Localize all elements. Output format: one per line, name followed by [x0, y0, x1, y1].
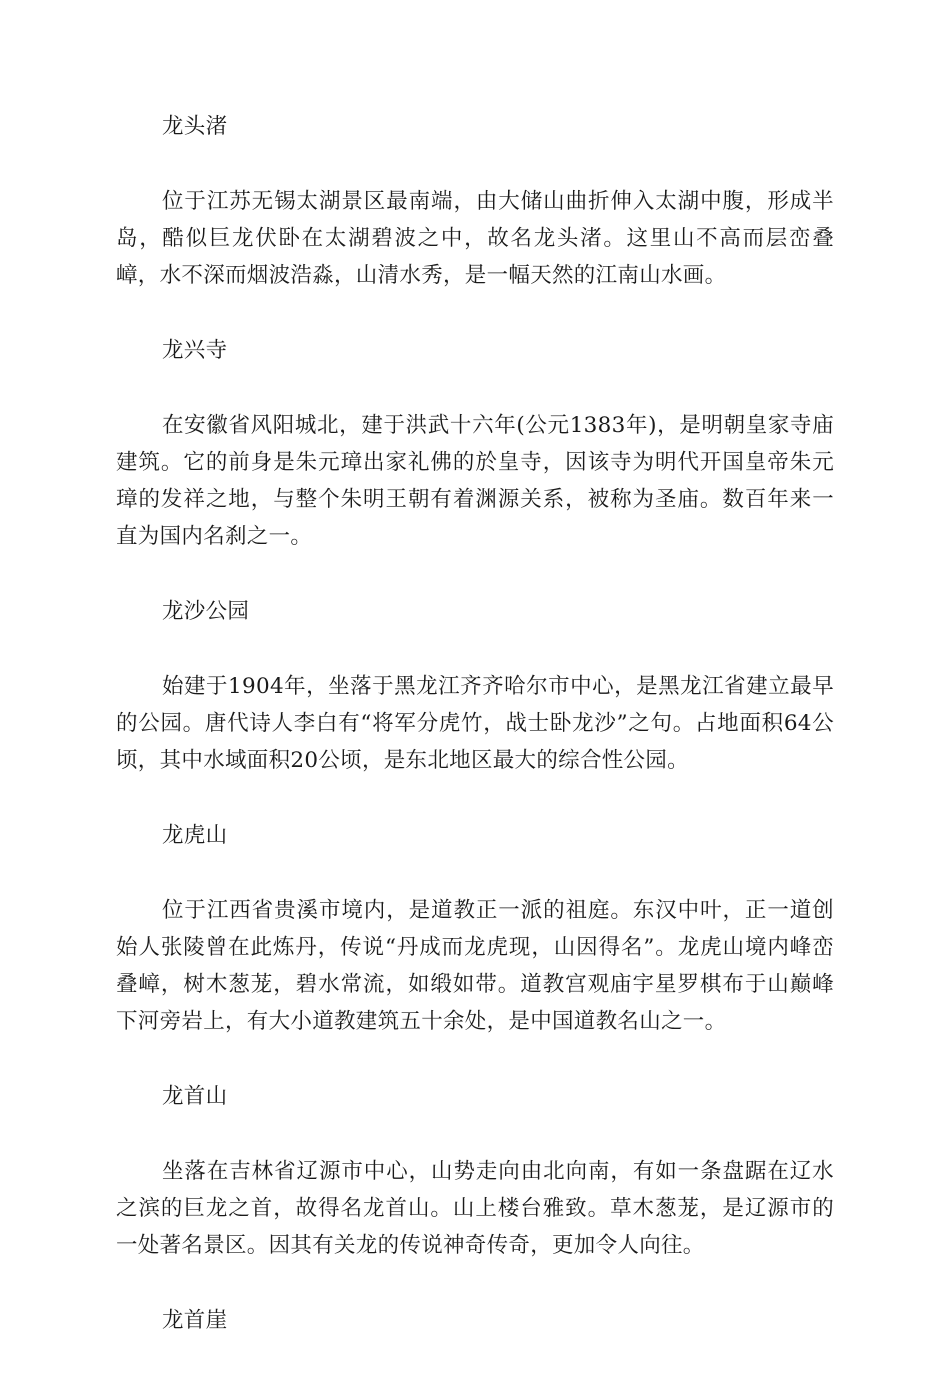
entry-title: 龙头渚 — [162, 114, 228, 139]
entry-title: 龙沙公园 — [162, 599, 250, 624]
entry-text: 始建于1904年，坐落于黑龙江齐齐哈尔市中心，是黑龙江省建立最早的公园。唐代诗人李白有“将军分虎竹，战士卧龙沙”之句。占地面积64公顷，其中水域面积20公顷，是东北地区最大的综合性公园。 — [116, 674, 834, 773]
entry-text: 在安徽省风阳城北，建于洪武十六年(公元1383年)，是明朝皇家寺庙建筑。它的前身是朱元璋出家礼佛的於皇寺，因该寺为明代开国皇帝朱元璋的发祥之地，与整个朱明王朝有着渊源关系，被称为圣庙。数百年来一直为国内名刹之一。 — [116, 413, 834, 549]
entry-title: 龙兴寺 — [162, 338, 228, 363]
entry-title: 龙首山 — [162, 1084, 228, 1109]
entry-text: 坐落在吉林省辽源市中心，山势走向由北向南，有如一条盘踞在辽水之滨的巨龙之首，故得名龙首山。山上楼台雅致。草木葱茏，是辽源市的一处著名景区。因其有关龙的传说神奇传奇，更加令人向往。 — [116, 1159, 834, 1258]
document-body — [116, 108, 834, 1377]
entry-title: 龙虎山 — [162, 823, 228, 848]
final-entry-title: 龙首崖 — [162, 1308, 228, 1333]
entry-text: 位于江苏无锡太湖景区最南端，由大储山曲折伸入太湖中腹，形成半岛，酷似巨龙伏卧在太湖碧波之中，故名龙头渚。这里山不高而层峦叠嶂，水不深而烟波浩淼，山清水秀，是一幅天然的江南山水画。 — [116, 189, 834, 288]
entry-text: 位于江西省贵溪市境内，是道教正一派的祖庭。东汉中叶，正一道创始人张陵曾在此炼丹，传说“丹成而龙虎现，山因得名”。龙虎山境内峰峦叠嶂，树木葱茏，碧水常流，如缎如带。道教宫观庙宇星罗棋布于山巅峰下河旁岩上，有大小道教建筑五十余处，是中国道教名山之一。 — [116, 898, 834, 1034]
